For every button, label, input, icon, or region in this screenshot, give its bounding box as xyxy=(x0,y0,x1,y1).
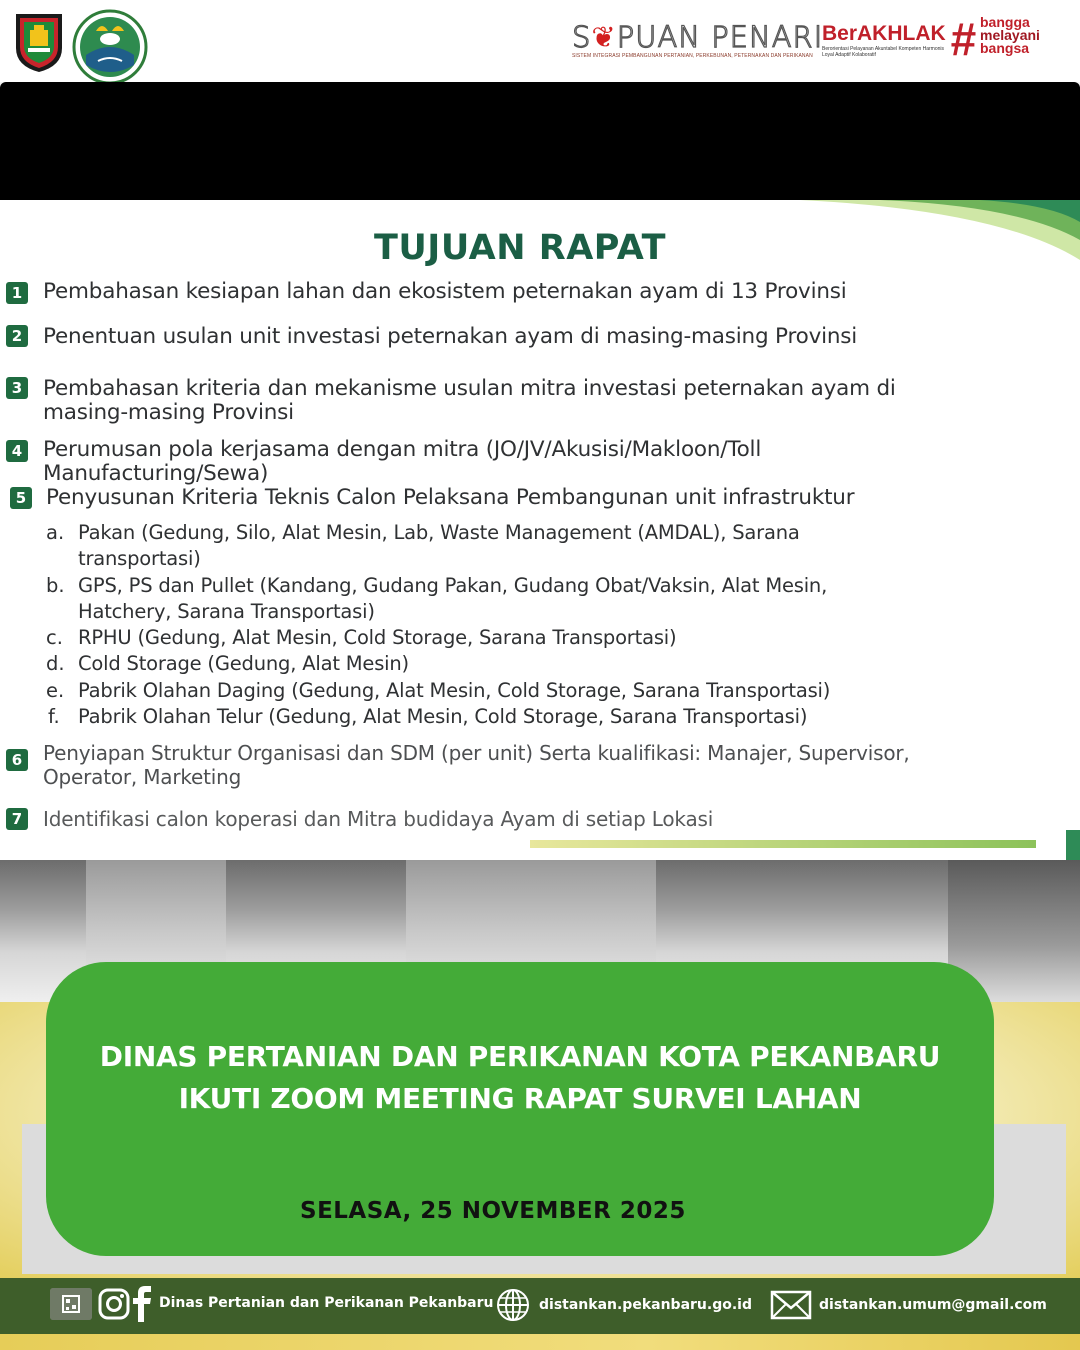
sub-item-text: Pabrik Olahan Daging (Gedung, Alat Mesin, Cold Storage, Sarana Transportasi) xyxy=(78,679,831,702)
item-number-badge: 3 xyxy=(6,377,28,399)
slide-bottom-bar xyxy=(530,840,1036,848)
mail-icon xyxy=(770,1290,812,1320)
headline-line-2: IKUTI ZOOM MEETING RAPAT SURVEI LAHAN xyxy=(178,1082,862,1115)
globe-icon xyxy=(496,1288,530,1322)
meeting-slide-photo xyxy=(0,82,1080,1002)
item-text: Pembahasan kesiapan lahan dan ekosistem peternakan ayam di 13 Provinsi xyxy=(43,279,847,304)
hashtag-icon: # xyxy=(950,13,976,65)
sub-item-letter: e. xyxy=(46,679,65,702)
item-number-badge: 4 xyxy=(6,440,28,462)
item-text: Identifikasi calon koperasi dan Mitra budidaya Ayam di setiap Lokasi xyxy=(43,807,714,831)
footer-bar xyxy=(0,1278,1080,1334)
berakhlak-title: BerAKHLAK xyxy=(822,22,946,45)
item-number-badge: 1 xyxy=(6,282,28,304)
qr-code-icon[interactable] xyxy=(50,1288,92,1320)
sub-item-text-continued: transportasi) xyxy=(78,547,201,570)
sub-item-text-continued: Hatchery, Sarana Transportasi) xyxy=(78,600,375,623)
item-number-badge: 5 xyxy=(10,487,32,509)
sub-item-text: Cold Storage (Gedung, Alat Mesin) xyxy=(78,652,409,675)
slide-edge-accent xyxy=(1066,830,1080,860)
agriculture-fisheries-logo-icon xyxy=(72,9,148,85)
instagram-icon[interactable] xyxy=(98,1288,130,1320)
bangga-line-1: bangga xyxy=(980,14,1030,30)
sub-item-letter: b. xyxy=(46,574,65,597)
item-text: Penentuan usulan unit investasi peternakan ayam di masing-masing Provinsi xyxy=(43,324,858,349)
facebook-icon[interactable] xyxy=(132,1284,152,1322)
headline-line-1: DINAS PERTANIAN DAN PERIKANAN KOTA PEKANBARU xyxy=(99,1040,941,1073)
sub-item-letter: a. xyxy=(46,521,65,544)
sub-item-letter: d. xyxy=(46,652,65,675)
item-number-badge: 7 xyxy=(6,808,28,830)
item-text-continued: masing-masing Provinsi xyxy=(43,400,294,425)
headline-date: SELASA, 25 NOVEMBER 2025 xyxy=(300,1198,686,1224)
item-text-continued: Manufacturing/Sewa) xyxy=(43,461,269,486)
bangga-line-3: bangsa xyxy=(980,40,1030,56)
slide-title: TUJUAN RAPAT xyxy=(374,228,666,268)
chili-icon: ❦ xyxy=(591,20,617,54)
sipuan-title xyxy=(572,20,824,54)
berakhlak-subtitle: Berorientasi Pelayanan Akuntabel Kompeten Harmonis Loyal Adaptif Kolaboratif xyxy=(822,46,945,58)
item-text: Pembahasan kriteria dan mekanisme usulan mitra investasi peternakan ayam di xyxy=(43,376,896,401)
sub-item-letter: c. xyxy=(46,626,63,649)
item-text: Perumusan pola kerjasama dengan mitra (JO/JV/Akusisi/Makloon/Toll xyxy=(43,437,762,462)
bangga-melayani-bangsa-logo xyxy=(950,14,1070,64)
slide-black-band xyxy=(0,82,1080,200)
headline-title xyxy=(46,1036,994,1120)
sipuan-title-prefix: S xyxy=(572,20,592,54)
email-link[interactable]: distankan.umum@gmail.com xyxy=(819,1297,1047,1313)
sub-item-text: RPHU (Gedung, Alat Mesin, Cold Storage, Sarana Transportasi) xyxy=(78,626,677,649)
pekanbaru-crest-icon xyxy=(12,10,66,74)
header-bar xyxy=(0,0,1080,82)
sub-item-letter: f. xyxy=(48,705,60,728)
social-account-label[interactable]: Dinas Pertanian dan Perikanan Pekanbaru xyxy=(159,1295,494,1311)
item-text: Penyusunan Kriteria Teknis Calon Pelaksana Pembangunan unit infrastruktur xyxy=(46,485,855,510)
bangga-lines xyxy=(980,16,1040,55)
sub-item-text: Pabrik Olahan Telur (Gedung, Alat Mesin, Cold Storage, Sarana Transportasi) xyxy=(78,705,808,728)
item-number-badge: 6 xyxy=(6,749,28,771)
sipuan-penari-logo xyxy=(572,20,824,62)
sub-item-text: Pakan (Gedung, Silo, Alat Mesin, Lab, Waste Management (AMDAL), Sarana xyxy=(78,521,800,544)
sipuan-subtitle: SISTEM INTEGRASI PEMBANGUNAN PERTANIAN, PERKEBUNAN, PETERNAKAN DAN PERIKANAN xyxy=(572,53,813,59)
sipuan-title-rest: PUAN PENARI xyxy=(616,20,824,54)
website-link[interactable]: distankan.pekanbaru.go.id xyxy=(539,1297,752,1313)
berakhlak-logo xyxy=(822,22,952,58)
item-text-continued: Operator, Marketing xyxy=(43,765,242,789)
item-number-badge: 2 xyxy=(6,325,28,347)
headline-card xyxy=(46,962,994,1256)
bangga-line-2: melayani xyxy=(980,27,1040,43)
sub-item-text: GPS, PS dan Pullet (Kandang, Gudang Pakan, Gudang Obat/Vaksin, Alat Mesin, xyxy=(78,574,828,597)
item-text: Penyiapan Struktur Organisasi dan SDM (per unit) Serta kualifikasi: Manajer, Supervisor, xyxy=(43,741,910,765)
footer-yellow-strip xyxy=(0,1334,1080,1350)
